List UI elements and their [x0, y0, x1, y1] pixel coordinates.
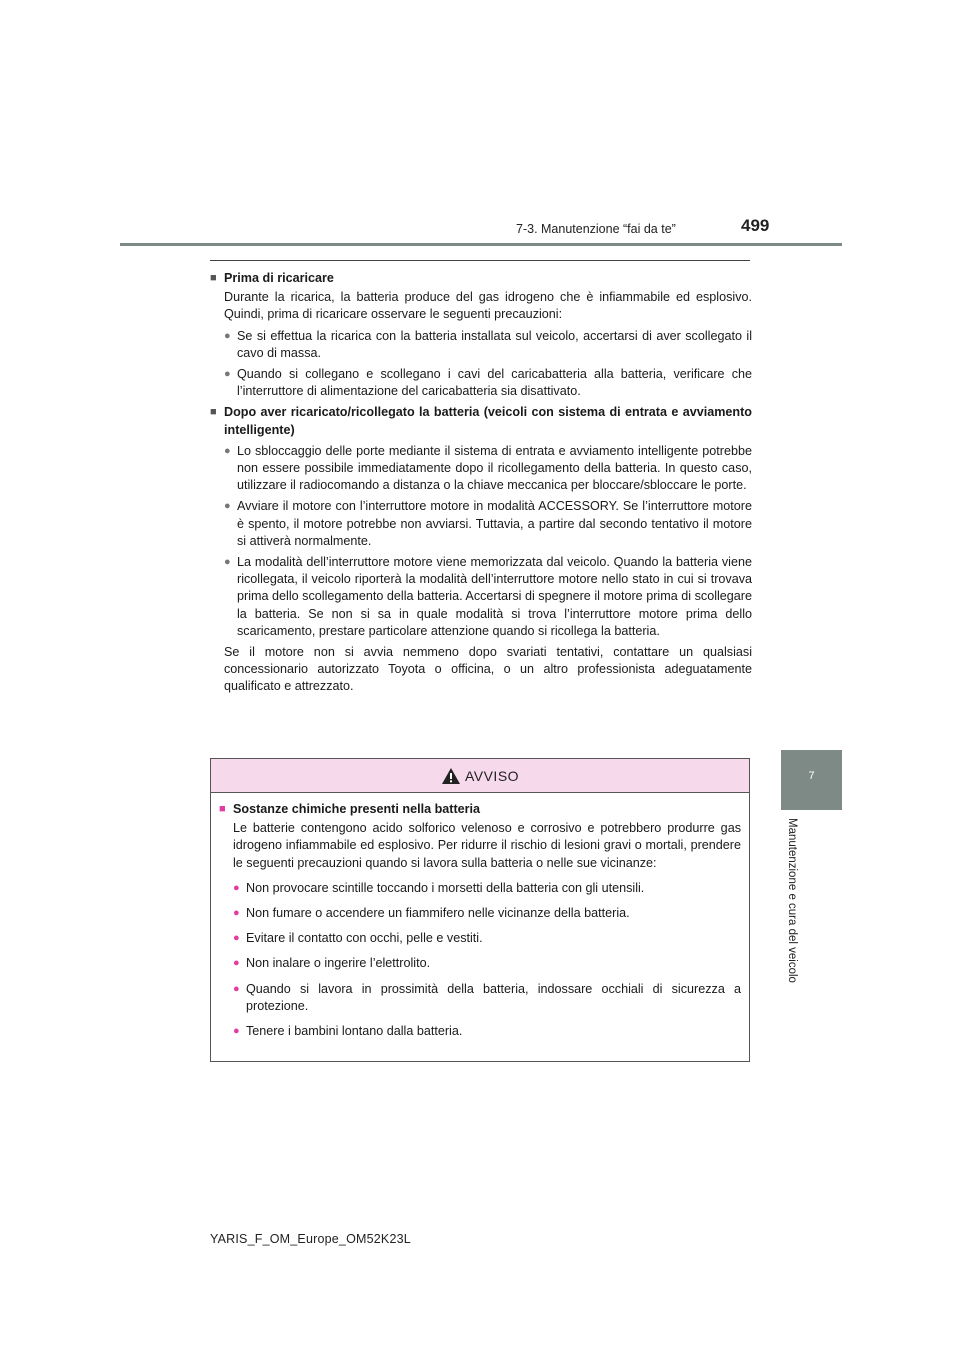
warning-triangle-icon: [441, 767, 461, 785]
section-title: Dopo aver ricaricato/ricollegato la batteria (veicoli con sistema di entrata e avviamento intelligente): [224, 405, 752, 437]
page-number: 499: [741, 216, 770, 235]
list-item: ● Quando si lavora in prossimità della batteria, indossare occhiali di sicurezza a protezione.: [233, 981, 741, 1013]
circle-bullet-icon: ●: [233, 957, 240, 970]
content-top-rule: [210, 260, 750, 261]
list-item: ● La modalità dell’interruttore motore viene memorizzata dal veicolo. Quando la batteria viene ricollegata, il veicolo riporterà la modalità dell’interruttore motore nello stato in cui si trovava prima dello scollegamento della batteria. Accertarsi di spegnere il motore prima di scollegare la batteria. Se non si sa in quale modalità si trova l’interruttore motore prima dello scaricamento, prestare particolare attenzione quando si ricollega la batteria.: [224, 555, 752, 638]
circle-bullet-icon: ●: [233, 982, 240, 995]
circle-bullet-icon: ●: [224, 444, 231, 457]
circle-bullet-icon: ●: [224, 500, 231, 513]
warning-heading: [219, 801, 741, 818]
warning-label: AVVISO: [464, 767, 520, 784]
circle-bullet-icon: ●: [224, 368, 231, 381]
circle-bullet-icon: ●: [224, 556, 231, 569]
chapter-title: Manutenzione e cura del veicolo: [786, 818, 798, 983]
square-bullet-icon: ■: [219, 803, 226, 815]
section-heading: [210, 404, 752, 438]
circle-bullet-icon: ●: [233, 907, 240, 920]
list-item: ● Tenere i bambini lontano dalla batteria.: [219, 1023, 741, 1040]
list-item: ● Quando si collegano e scollegano i cavi del caricabatteria alla batteria, verificare che l’interruttore di alimentazione del caricabatteria sia disattivato.: [224, 367, 752, 399]
section-title: Prima di ricaricare: [224, 271, 334, 285]
list-item: ● Non fumare o accendere un fiammifero nelle vicinanze della batteria.: [219, 905, 741, 922]
list-item: ● Non inalare o ingerire l’elettrolito.: [219, 955, 741, 972]
chapter-number: 7: [808, 770, 815, 782]
circle-bullet-icon: ●: [233, 881, 240, 894]
warning-header: [211, 759, 749, 793]
list-item: ● Non provocare scintille toccando i morsetti della batteria con gli utensili.: [219, 880, 741, 897]
chapter-tab: [781, 750, 842, 810]
circle-bullet-icon: ●: [224, 329, 231, 342]
section-intro: Durante la ricarica, la batteria produce del gas idrogeno che è infiammabile ed esplosivo. Quindi, prima di ricaricare osservare le seguenti precauzioni:: [224, 290, 752, 322]
circle-bullet-icon: ●: [233, 1025, 240, 1038]
square-bullet-icon: ■: [210, 406, 217, 419]
list-item: ● Lo sbloccaggio delle porte mediante il sistema di entrata e avviamento intelligente potrebbe non essere possibile immediatamente dopo il ricollegamento della batteria. In questo caso, utilizzare il radiocomando a distanza o la chiave meccanica per bloccare/sbloccare le porte.: [224, 443, 752, 493]
header-rule: [120, 243, 842, 246]
footer-doc-code: YARIS_F_OM_Europe_OM52K23L: [210, 1232, 411, 1246]
list-item: ● Se si effettua la ricarica con la batteria installata sul veicolo, accertarsi di aver scollegato il cavo di massa.: [224, 328, 752, 360]
section-heading: [210, 270, 752, 287]
square-bullet-icon: ■: [210, 272, 217, 284]
list-item: ● Evitare il contatto con occhi, pelle e vestiti.: [219, 930, 741, 947]
section-outro: Se il motore non si avvia nemmeno dopo svariati tentativi, contattare un qualsiasi concessionario autorizzato Toyota o officina, o un altro professionista adeguatamente qualificato e attrezzato.: [224, 645, 752, 694]
warning-intro: Le batterie contengono acido solforico velenoso e corrosivo e potrebbero produrre gas idrogeno infiammabile ed esplosivo. Per ridurre il rischio di lesioni gravi o mortali, prendere le seguenti precauzioni quando si lavora sulla batteria o nelle sue vicinanze:: [233, 821, 741, 870]
header-section-title: 7-3. Manutenzione “fai da te”: [516, 222, 676, 236]
list-item: ● Avviare il motore con l’interruttore motore in modalità ACCESSORY. Se l’interruttore motore è spento, il motore potrebbe non avviarsi. Tuttavia, a partire dal secondo tentativo il motore si attiverà normalmente.: [224, 499, 752, 548]
warning-box: [210, 758, 750, 1062]
warning-title: Sostanze chimiche presenti nella batteria: [233, 802, 481, 816]
circle-bullet-icon: ●: [233, 932, 240, 945]
main-content: [210, 266, 752, 698]
warning-content: [211, 793, 749, 1040]
